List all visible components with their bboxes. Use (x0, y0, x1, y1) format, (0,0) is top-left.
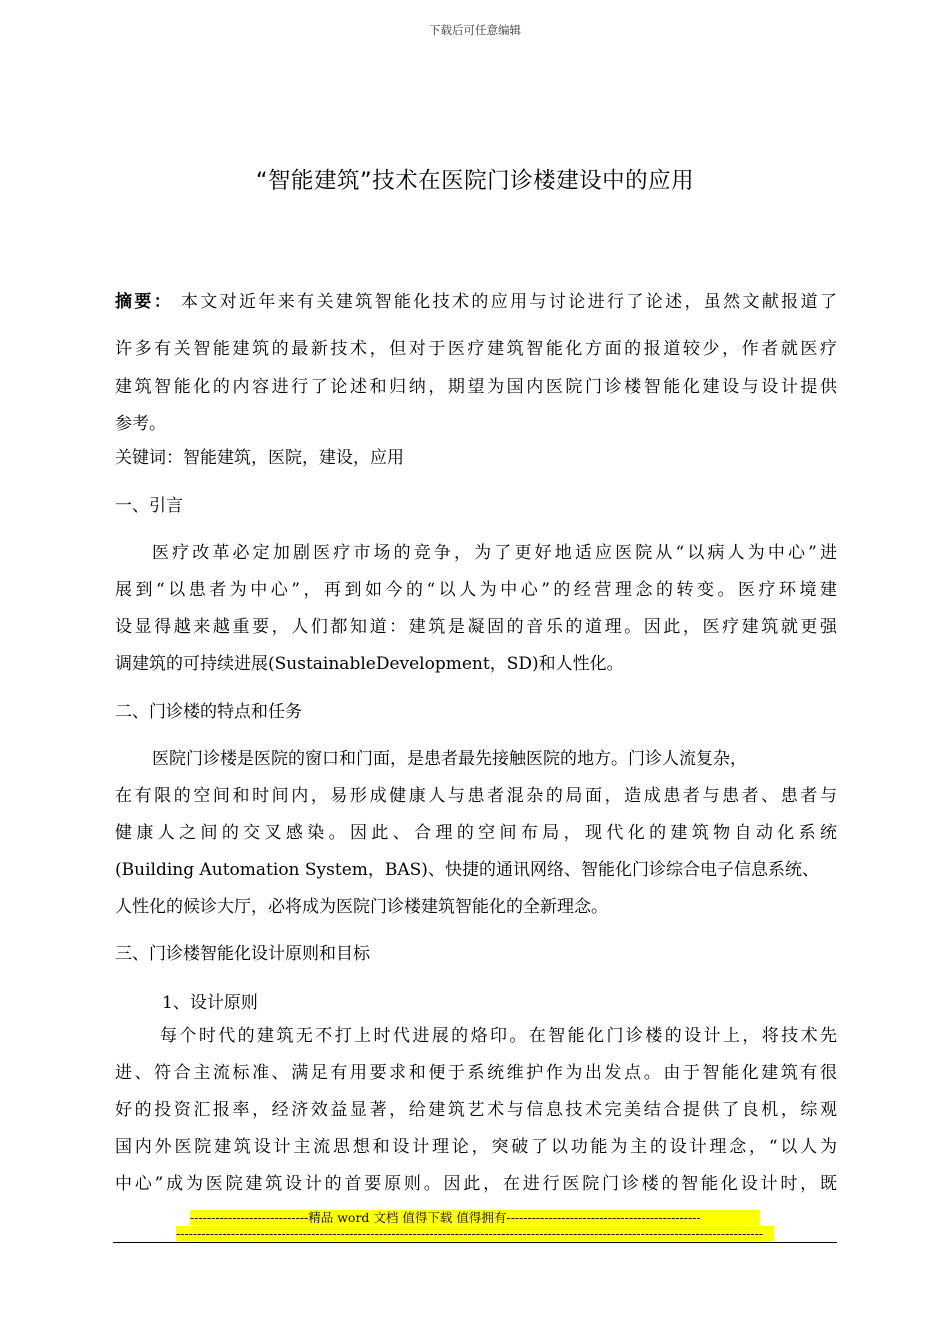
section-3-line-3: 好的投资汇报率，经济效益显著，给建筑艺术与信息技术完美结合提供了良机，综观 (115, 1100, 837, 1120)
footer-dashes: ------------------------------------------------------------------------------------------------------------------------------------------- (176, 1226, 774, 1241)
footer-banner: ----------------------------精品 word 文档 值得下载 值得拥有---------------------------------------------- (190, 1210, 760, 1225)
section-1-line-2: 展到“以患者为中心”，再到如今的“以人为中心”的经营理念的转变。医疗环境建 (115, 580, 837, 600)
abstract-line-1 (115, 287, 837, 312)
section-1-line-1: 医疗改革必定加剧医疗市场的竞争，为了更好地适应医院从“以病人为中心”进 (152, 543, 837, 563)
abstract-line-3: 建筑智能化的内容进行了论述和归纳，期望为国内医院门诊楼智能化建设与设计提供 (115, 377, 837, 397)
keywords-label: 关键词： (115, 448, 183, 468)
section-2-line-5: 人性化的候诊大厅，必将成为医院门诊楼建筑智能化的全新理念。 (115, 897, 608, 917)
abstract-label: 摘要： (115, 292, 174, 312)
section-1-line-3: 设显得越来越重要，人们都知道：建筑是凝固的音乐的道理。因此，医疗建筑就更强 (115, 617, 837, 637)
section-1-line-4: 调建筑的可持续进展(SustainableDevelopment，SD)和人性化。 (115, 654, 624, 674)
section-2-line-3: 健康人之间的交叉感染。因此、合理的空间布局，现代化的建筑物自动化系统 (115, 823, 837, 843)
section-3-subheading: 1、设计原则 (162, 993, 258, 1013)
section-3-line-2: 进、符合主流标准、满足有用要求和便于系统维护作为出发点。由于智能化建筑有很 (115, 1063, 837, 1083)
section-3-line-4: 国内外医院建筑设计主流思想和设计理论，突破了以功能为主的设计理念，“以人为 (115, 1137, 837, 1157)
section-3-line-1: 每个时代的建筑无不打上时代进展的烙印。在智能化门诊楼的设计上，将技术先 (160, 1026, 837, 1046)
abstract-line-4: 参考。 (115, 414, 166, 434)
section-2-line-1: 医院门诊楼是医院的窗口和门面，是患者最先接触医院的地方。门诊人流复杂， (152, 749, 747, 769)
abstract-text: 本文对近年来有关建筑智能化技术的应用与讨论进行了论述，虽然文献报道了 (180, 292, 838, 312)
section-heading-2: 二、门诊楼的特点和任务 (115, 702, 302, 722)
section-heading-3: 三、门诊楼智能化设计原则和目标 (115, 944, 370, 964)
section-2-line-2: 在有限的空间和时间内，易形成健康人与患者混杂的局面，造成患者与患者、患者与 (115, 786, 837, 806)
document-title: “智能建筑”技术在医院门诊楼建设中的应用 (255, 168, 695, 194)
keywords-line (115, 443, 404, 468)
section-2-line-4: (Building Automation System，BAS)、快捷的通讯网络、智能化门诊综合电子信息系统、 (115, 860, 819, 880)
page-header: 下载后可任意编辑 (429, 23, 521, 37)
keywords-text: 智能建筑，医院，建设，应用 (183, 448, 404, 468)
section-heading-1: 一、引言 (115, 496, 183, 516)
footer-rule (113, 1242, 837, 1243)
section-3-line-5: 中心”成为医院建筑设计的首要原则。因此，在进行医院门诊楼的智能化设计时，既 (115, 1174, 837, 1194)
abstract-line-2: 许多有关智能建筑的最新技术，但对于医疗建筑智能化方面的报道较少，作者就医疗 (115, 339, 837, 359)
